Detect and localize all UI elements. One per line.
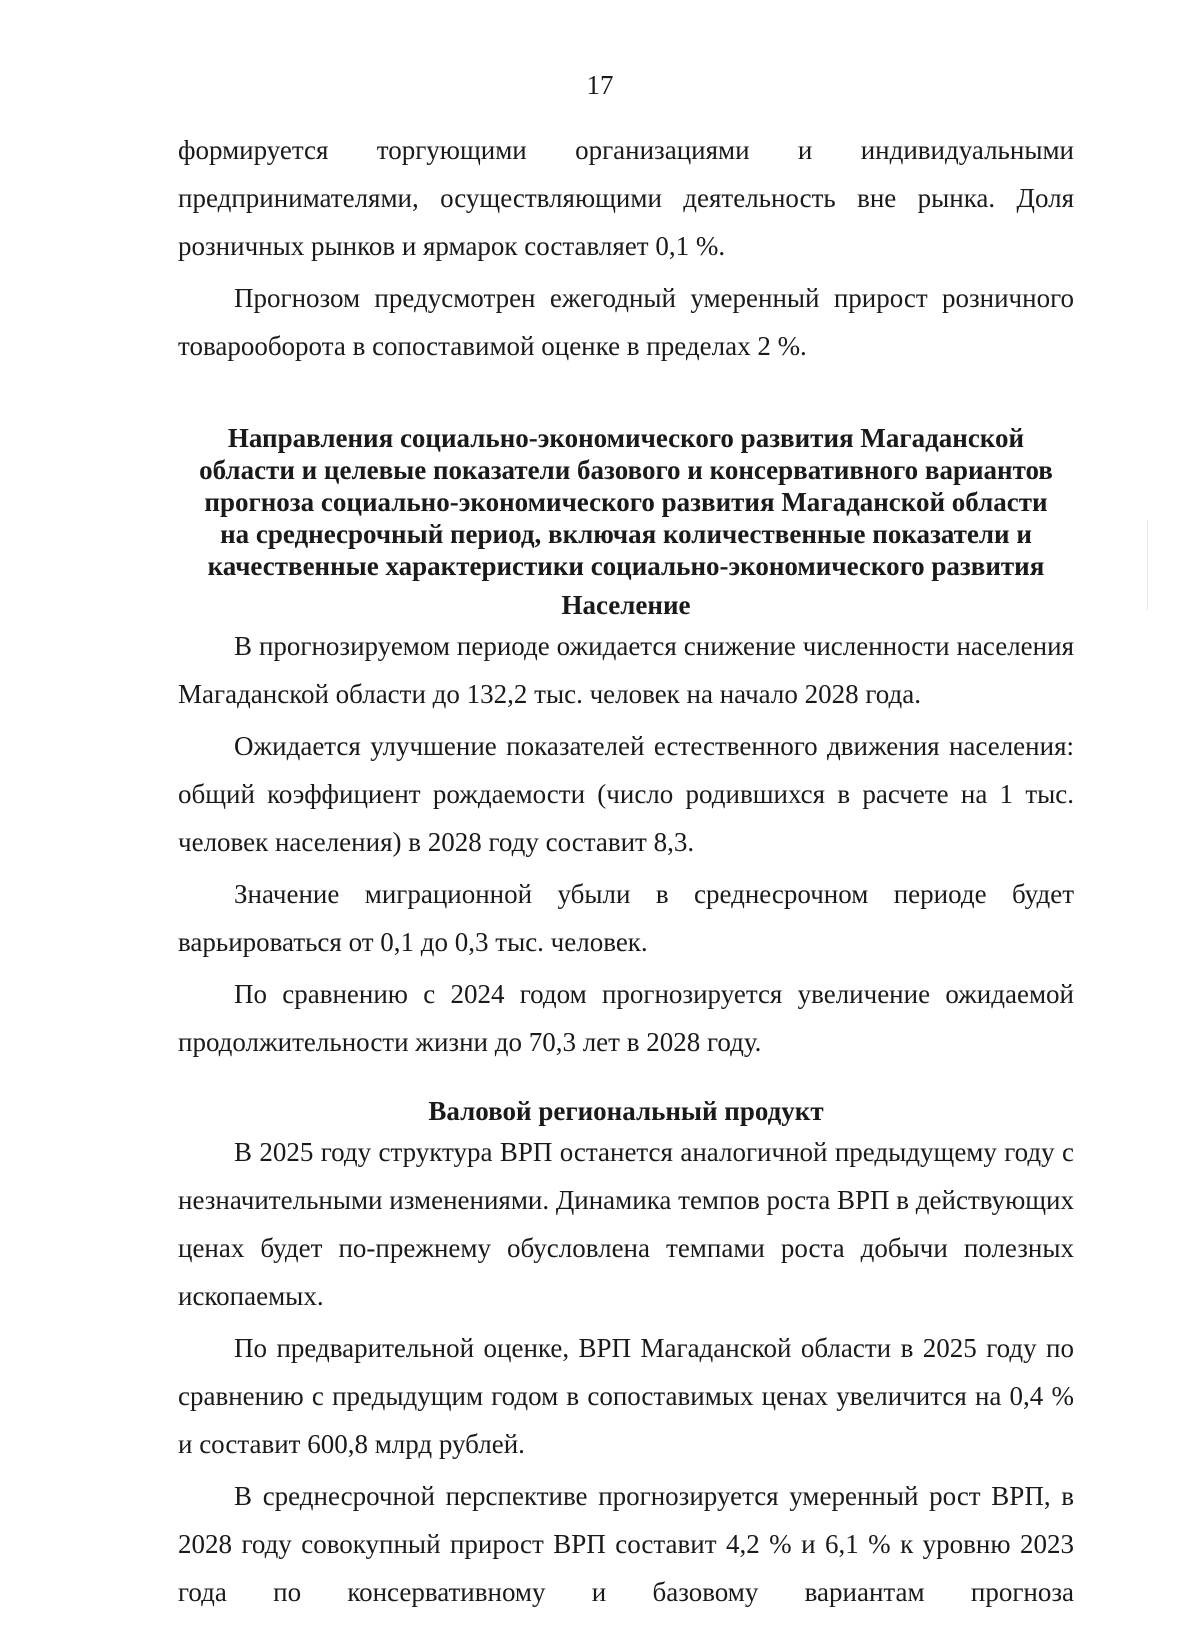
- section-heading-line: качественные характеристики социально-экономического развития: [207, 551, 1045, 581]
- paragraph-population-3: Значение миграционной убыли в среднесрочном периоде будет варьироваться от 0,1 до 0,3 тыс. человек.: [178, 879, 1074, 957]
- section-heading-line: на среднесрочный период, включая количественные показатели и: [220, 519, 1032, 549]
- subheading-grp: Валовой региональный продукт: [428, 1096, 824, 1126]
- paragraph-continuation: формируется торгующими организациями и индивидуальными предпринимателями, осуществляющими деятельность вне рынка. Доля розничных рынков и ярмарок составляет 0,1 %.: [178, 135, 1074, 261]
- paragraph-retail-forecast: Прогнозом предусмотрен ежегодный умеренный прирост розничного товарооборота в сопоставимой оценке в пределах 2 %.: [178, 283, 1074, 361]
- paragraph-population-2: Ожидается улучшение показателей естественного движения населения: общий коэффициент рождаемости (число родившихся в расчете на 1 тыс. человек населения) в 2028 году составит 8,3.: [178, 731, 1074, 857]
- scan-artifact: [1147, 520, 1148, 610]
- section-heading: [178, 422, 1074, 582]
- paragraph-grp-2: По предварительной оценке, ВРП Магаданской области в 2025 году по сравнению с предыдущим годом в сопоставимых ценах увеличится на 0,4 % и составит 600,8 млрд рублей.: [178, 1333, 1074, 1459]
- section-heading-line: прогноза социально-экономического развития Магаданской области: [204, 487, 1048, 517]
- subheading-population: Население: [561, 590, 691, 620]
- paragraph-grp-1: В 2025 году структура ВРП останется аналогичной предыдущему году с незначительными изменениями. Динамика темпов роста ВРП в действующих ценах будет по-прежнему обусловлена темпами роста добычи полезных ископаемых.: [178, 1137, 1074, 1311]
- paragraph-grp-3: В среднесрочной перспективе прогнозируется умеренный рост ВРП, в 2028 году совокупный прирост ВРП составит 4,2 % и 6,1 % к уровню 2023 года по консервативному и базовому вариантам прогноза: [178, 1481, 1074, 1607]
- paragraph-population-4: По сравнению с 2024 годом прогнозируется увеличение ожидаемой продолжительности жизни до 70,3 лет в 2028 году.: [178, 979, 1074, 1057]
- page-number: 17: [586, 70, 614, 100]
- paragraph-population-1: В прогнозируемом периоде ожидается снижение численности населения Магаданской области до 132,2 тыс. человек на начало 2028 года.: [178, 631, 1074, 709]
- section-heading-line: Направления социально-экономического развития Магаданской: [227, 423, 1025, 453]
- section-heading-line: области и целевые показатели базового и консервативного вариантов: [199, 455, 1053, 485]
- page-body: [178, 126, 1074, 1616]
